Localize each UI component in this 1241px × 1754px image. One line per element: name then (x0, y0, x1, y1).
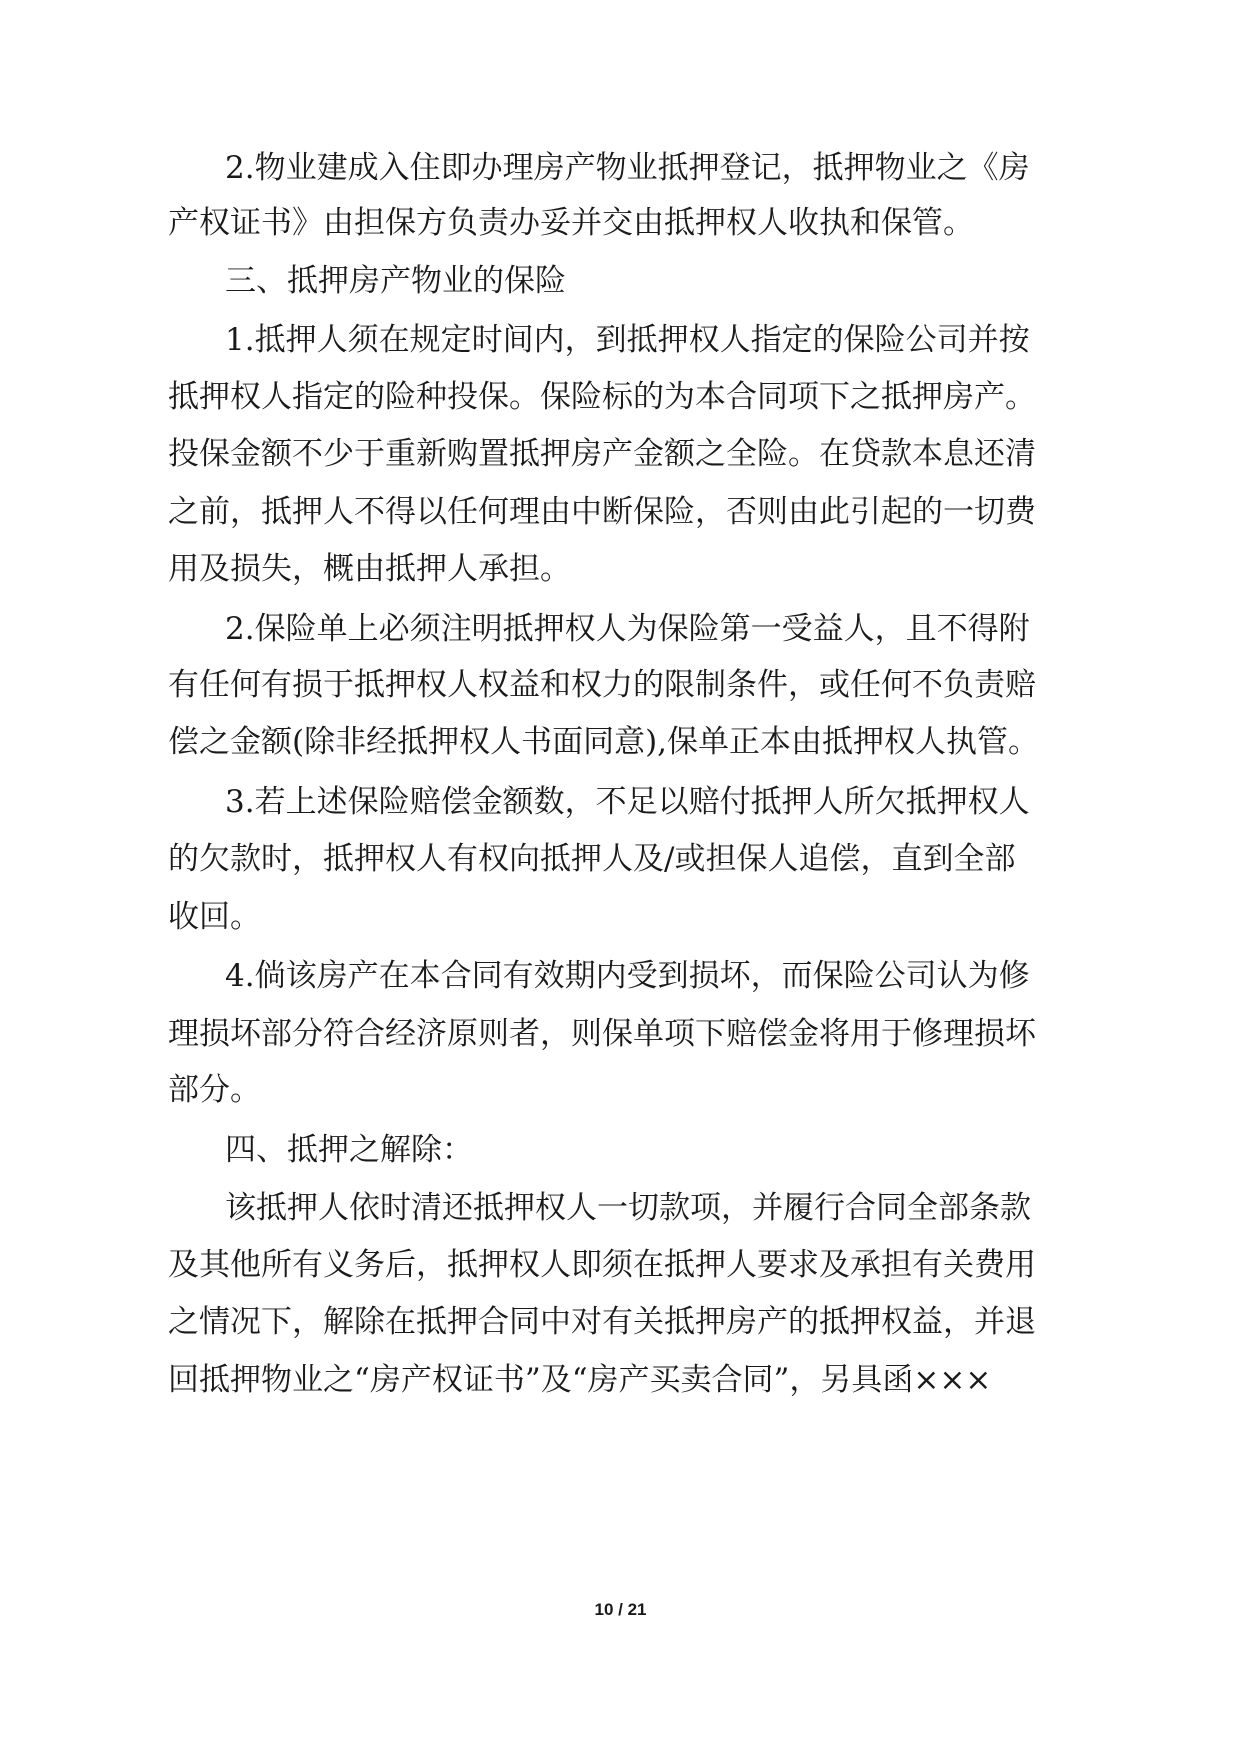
text-line: 抵押权人指定的险种投保。保险标的为本合同项下之抵押房产。 (168, 379, 1036, 415)
text-line: 有任何有损于抵押权人权益和权力的限制条件，或任何不负责赔 (168, 667, 1036, 703)
text-line: 之前，抵押人不得以任何理由中断保险，否则由此引起的一切费 (168, 494, 1036, 530)
text-line: 偿之金额(除非经抵押权人书面同意),保单正本由抵押权人执管。 (168, 724, 1040, 760)
text-line: 1.抵押人须在规定时间内，到抵押权人指定的保险公司并按 (225, 322, 1030, 358)
text-line: 回抵押物业之“房产权证书”及“房产买卖合同”，另具函××× (168, 1362, 992, 1398)
text-line: 该抵押人依时清还抵押权人一切款项，并履行合同全部条款 (225, 1190, 1031, 1226)
text-line: 2.物业建成入住即办理房产物业抵押登记，抵押物业之《房 (225, 150, 1030, 186)
text-line: 的欠款时，抵押权人有权向抵押人及/或担保人追偿，直到全部 (168, 841, 1016, 877)
text-line: 部分。 (168, 1072, 261, 1108)
text-line: 之情况下，解除在抵押合同中对有关抵押房产的抵押权益，并退 (168, 1304, 1036, 1340)
section-heading: 四、抵押之解除： (225, 1132, 473, 1168)
text-line: 收回。 (168, 899, 261, 935)
text-line: 4.倘该房产在本合同有效期内受到损坏，而保险公司认为修 (225, 958, 1030, 994)
text-line: 3.若上述保险赔偿金额数，不足以赔付抵押人所欠抵押权人 (225, 784, 1030, 820)
text-line: 用及损失，概由抵押人承担。 (168, 551, 571, 587)
text-line: 投保金额不少于重新购置抵押房产金额之全险。在贷款本息还清 (168, 436, 1036, 472)
section-heading: 三、抵押房产物业的保险 (225, 263, 566, 299)
text-line: 理损坏部分符合经济原则者，则保单项下赔偿金将用于修理损坏 (168, 1016, 1036, 1052)
text-line: 2.保险单上必须注明抵押权人为保险第一受益人，且不得附 (225, 611, 1030, 647)
page-number: 10 / 21 (594, 1600, 647, 1619)
text-line: 及其他所有义务后，抵押权人即须在抵押人要求及承担有关费用 (168, 1247, 1036, 1283)
text-line: 产权证书》由担保方负责办妥并交由抵押权人收执和保管。 (168, 205, 974, 241)
